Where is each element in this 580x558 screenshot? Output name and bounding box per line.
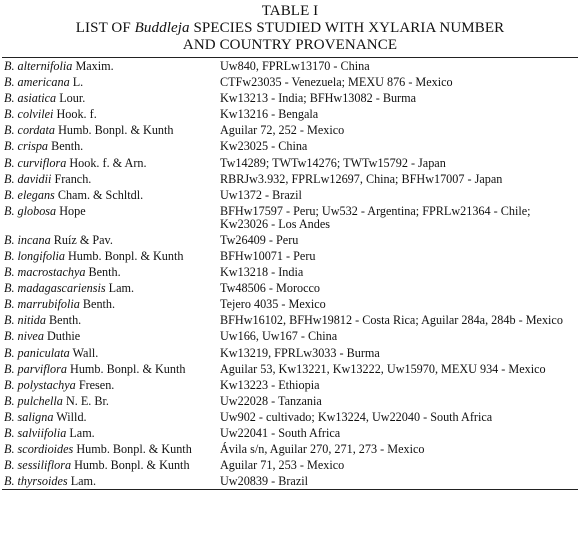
species-epithet: macrostachya (17, 265, 86, 280)
species-name-cell (2, 106, 218, 122)
species-name-cell (2, 171, 218, 187)
species-epithet: madagascariensis (17, 281, 106, 296)
species-epithet: americana (17, 75, 70, 90)
table-row (2, 203, 578, 232)
genus-abbreviation: B. (4, 75, 15, 90)
xylaria-provenance-cell: Aguilar 53, Kw13221, Kw13222, Uw15970, MEXU 934 - Mexico (220, 361, 546, 376)
species-name-cell (2, 296, 218, 312)
species-name-cell (2, 361, 218, 377)
species-author: Humb. Bonpl. & Kunth (76, 442, 192, 457)
table-row (2, 361, 578, 377)
species-name-cell (2, 425, 218, 441)
species-epithet: colvilei (17, 107, 54, 122)
table-row (2, 58, 578, 74)
species-epithet: nivea (17, 329, 44, 344)
species-author: Ruíz & Pav. (53, 232, 113, 247)
genus-abbreviation: B. (4, 345, 15, 360)
species-epithet: davidii (17, 171, 52, 186)
genus-abbreviation: B. (4, 425, 15, 440)
xylaria-provenance-cell: BFHw16102, BFHw19812 - Costa Rica; Aguilar 284a, 284b - Mexico (220, 313, 563, 328)
species-epithet: paniculata (17, 345, 70, 360)
species-epithet: marrubifolia (17, 297, 80, 312)
species-author: Fresen. (78, 377, 115, 392)
species-author: Willd. (56, 409, 87, 424)
species-author: Hook. f. (56, 107, 97, 122)
table-row (2, 328, 578, 344)
species-author: Lam. (108, 281, 135, 296)
table-row (2, 232, 578, 248)
xylaria-provenance-cell: Aguilar 71, 253 - Mexico (220, 458, 345, 473)
table-caption (2, 3, 578, 54)
genus-abbreviation: B. (4, 203, 15, 218)
table-caption-line-1 (2, 20, 578, 37)
species-name-cell (2, 280, 218, 296)
table-row (2, 155, 578, 171)
species-epithet: scordioides (17, 442, 74, 457)
caption-text-after: SPECIES STUDIED WITH XYLARIA NUMBER (189, 20, 505, 36)
table-row (2, 90, 578, 106)
species-epithet: polystachya (17, 377, 76, 392)
table-row (2, 138, 578, 154)
table-bottom-rule (2, 489, 578, 490)
species-name-cell (2, 232, 218, 248)
species-epithet: alternifolia (17, 59, 73, 73)
species-author: Lam. (69, 425, 95, 440)
genus-abbreviation: B. (4, 474, 15, 489)
genus-abbreviation: B. (4, 361, 15, 376)
species-name-cell (2, 312, 218, 328)
species-name-cell (2, 473, 218, 489)
species-name-cell (2, 409, 218, 425)
species-name-cell (2, 328, 218, 344)
genus-abbreviation: B. (4, 442, 15, 457)
table-row (2, 74, 578, 90)
species-name-cell (2, 74, 218, 90)
species-name-cell (2, 248, 218, 264)
species-epithet: thyrsoides (17, 474, 68, 489)
table-row (2, 473, 578, 489)
xylaria-provenance-cell: Uw22028 - Tanzania (220, 393, 322, 408)
species-author: Franch. (54, 171, 92, 186)
species-author: Benth. (49, 313, 82, 328)
species-name-cell (2, 345, 218, 361)
species-author: Humb. Bonpl. & Kunth (70, 361, 186, 376)
table-label: TABLE I (261, 3, 319, 19)
species-author: Wall. (72, 345, 99, 360)
genus-abbreviation: B. (4, 329, 15, 344)
genus-abbreviation: B. (4, 232, 15, 247)
genus-abbreviation: B. (4, 297, 15, 312)
species-table (2, 58, 578, 489)
species-name-cell (2, 58, 218, 74)
table-row (2, 345, 578, 361)
genus-abbreviation: B. (4, 265, 15, 280)
xylaria-provenance-cell: Uw22041 - South Africa (220, 425, 341, 440)
species-name-cell (2, 187, 218, 203)
table-row (2, 122, 578, 138)
genus-abbreviation: B. (4, 187, 15, 202)
genus-abbreviation: B. (4, 248, 15, 263)
species-epithet: incana (17, 232, 51, 247)
species-author: L. (72, 75, 84, 90)
species-author: Duthie (47, 329, 81, 344)
table-row (2, 457, 578, 473)
species-author: Hook. f. & Arn. (69, 155, 147, 170)
species-epithet: nitida (17, 313, 46, 328)
species-author: Lam. (70, 474, 97, 489)
table-row (2, 264, 578, 280)
species-author: Benth. (82, 297, 116, 312)
genus-abbreviation: B. (4, 313, 15, 328)
species-epithet: asiatica (17, 91, 57, 106)
table-caption-line-2: AND COUNTRY PROVENANCE (182, 37, 398, 53)
xylaria-provenance-cell: Kw13219, FPRLw3033 - Burma (220, 345, 380, 360)
xylaria-provenance-cell: Uw840, FPRLw13170 - China (220, 59, 370, 73)
table-row (2, 377, 578, 393)
species-author: Hope (59, 203, 86, 218)
species-author: Lour. (59, 91, 86, 106)
species-name-cell (2, 264, 218, 280)
species-epithet: saligna (17, 409, 54, 424)
genus-abbreviation: B. (4, 107, 15, 122)
species-epithet: crispa (17, 139, 49, 154)
genus-abbreviation: B. (4, 91, 15, 106)
genus-abbreviation: B. (4, 458, 15, 473)
xylaria-provenance-cell: Uw902 - cultivado; Kw13224, Uw22040 - South Africa (220, 409, 493, 424)
genus-abbreviation: B. (4, 281, 15, 296)
table-row (2, 171, 578, 187)
genus-abbreviation: B. (4, 409, 15, 424)
species-author: Maxim. (75, 59, 114, 73)
species-epithet: elegans (17, 187, 55, 202)
genus-abbreviation: B. (4, 377, 15, 392)
species-epithet: salviifolia (17, 425, 67, 440)
species-epithet: cordata (17, 123, 56, 138)
xylaria-provenance-cell: Ávila s/n, Aguilar 270, 271, 273 - Mexico (220, 442, 425, 457)
species-author: Benth. (51, 139, 84, 154)
species-author: Humb. Bonpl. & Kunth (68, 248, 184, 263)
species-name-cell (2, 393, 218, 409)
species-epithet: longifolia (17, 248, 65, 263)
species-name-cell (2, 155, 218, 171)
xylaria-provenance-cell: Tejero 4035 - Mexico (220, 297, 326, 312)
genus-abbreviation: B. (4, 155, 15, 170)
xylaria-provenance-cell: Tw26409 - Peru (220, 232, 299, 247)
species-name-cell (2, 203, 218, 232)
xylaria-provenance-cell: Kw13213 - India; BFHw13082 - Burma (220, 91, 416, 106)
species-epithet: globosa (17, 203, 57, 218)
xylaria-provenance-cell: BFHw17597 - Peru; Uw532 - Argentina; FPRLw21364 - Chile; Kw23026 - Los Andes (220, 203, 531, 232)
xylaria-provenance-cell: CTFw23035 - Venezuela; MEXU 876 - Mexico (220, 75, 453, 90)
genus-abbreviation: B. (4, 393, 15, 408)
species-name-cell (2, 457, 218, 473)
table-row (2, 248, 578, 264)
species-epithet: sessiliflora (17, 458, 72, 473)
table-row (2, 296, 578, 312)
species-epithet: curviflora (17, 155, 67, 170)
species-author: Benth. (88, 265, 121, 280)
xylaria-provenance-cell: Kw23025 - China (220, 139, 308, 154)
species-name-cell (2, 90, 218, 106)
xylaria-provenance-cell: Tw48506 - Morocco (220, 281, 321, 296)
table-row (2, 106, 578, 122)
species-author: N. E. Br. (65, 393, 109, 408)
table-row (2, 409, 578, 425)
species-name-cell (2, 138, 218, 154)
xylaria-provenance-cell: BFHw10071 - Peru (220, 248, 316, 263)
species-author: Humb. Bonpl. & Kunth (74, 458, 190, 473)
table-row (2, 312, 578, 328)
xylaria-provenance-cell: Uw1372 - Brazil (220, 187, 302, 202)
genus-abbreviation: B. (4, 139, 15, 154)
table-row (2, 280, 578, 296)
xylaria-provenance-cell: RBRJw3.932, FPRLw12697, China; BFHw17007 - Japan (220, 171, 503, 186)
genus-abbreviation: B. (4, 123, 15, 138)
genus-abbreviation: B. (4, 171, 15, 186)
xylaria-provenance-cell: Aguilar 72, 252 - Mexico (220, 123, 345, 138)
caption-genus: Buddleja (134, 20, 190, 36)
species-epithet: pulchella (17, 393, 63, 408)
species-name-cell (2, 377, 218, 393)
xylaria-provenance-cell: Kw13218 - India (220, 265, 304, 280)
species-epithet: parviflora (17, 361, 67, 376)
xylaria-provenance-cell: Tw14289; TWTw14276; TWTw15792 - Japan (220, 155, 446, 170)
table-row (2, 187, 578, 203)
species-author: Humb. Bonpl. & Kunth (58, 123, 174, 138)
species-name-cell (2, 122, 218, 138)
xylaria-provenance-cell: Uw166, Uw167 - China (220, 329, 338, 344)
xylaria-provenance-cell: Kw13223 - Ethiopia (220, 377, 320, 392)
species-table-body (2, 58, 578, 489)
xylaria-provenance-cell: Uw20839 - Brazil (220, 474, 309, 489)
species-author: Cham. & Schltdl. (57, 187, 144, 202)
table-row (2, 425, 578, 441)
table-row (2, 393, 578, 409)
table-row (2, 441, 578, 457)
xylaria-provenance-cell: Kw13216 - Bengala (220, 107, 319, 122)
caption-text-before: LIST OF (75, 20, 135, 36)
genus-abbreviation: B. (4, 59, 15, 73)
species-name-cell (2, 441, 218, 457)
